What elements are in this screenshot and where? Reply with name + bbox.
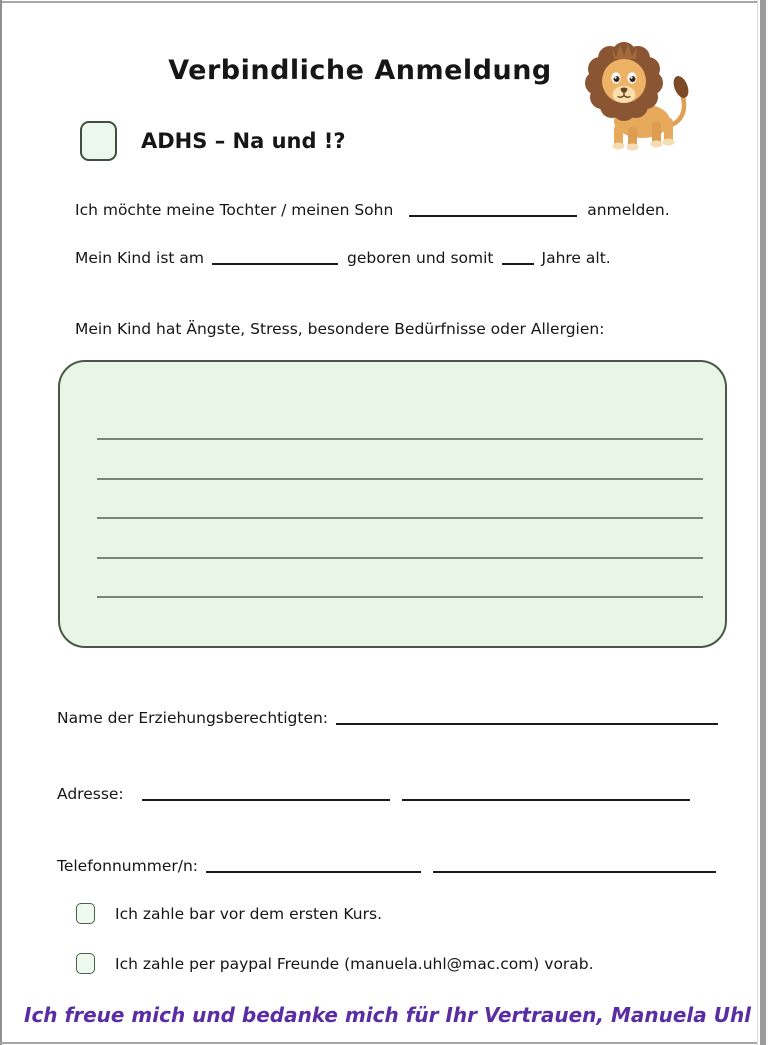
course-row: [80, 121, 346, 161]
closing-note: Ich freue mich und bedanke mich für Ihr Vertrauen, Manuela Uhl: [24, 1003, 752, 1027]
ruled-line: [97, 596, 703, 598]
course-checkbox[interactable]: [80, 121, 117, 161]
child-name-blank[interactable]: [409, 213, 577, 217]
course-label: ADHS – Na und !?: [141, 129, 346, 153]
pay-cash-row: [76, 903, 382, 924]
address-row: [57, 784, 690, 804]
pay-paypal-row: [76, 953, 594, 974]
lion-icon: [582, 31, 702, 151]
birthdate-line: [75, 248, 735, 268]
page-border-top: [0, 1, 758, 3]
birthdate-blank[interactable]: [212, 261, 338, 265]
pay-paypal-label: Ich zahle per paypal Freunde (manuela.uhl@mac.com) vorab.: [115, 954, 594, 973]
child-name-line-pre: Ich möchte meine Tochter / meinen Sohn: [75, 201, 394, 219]
notes-box[interactable]: [58, 360, 727, 648]
child-name-line-post: anmelden.: [587, 201, 670, 219]
birthdate-line-mid: geboren und somit: [347, 249, 494, 267]
guardian-name-row: [57, 708, 718, 728]
age-blank[interactable]: [502, 261, 534, 265]
pay-paypal-checkbox[interactable]: [76, 953, 95, 974]
page-border-left: [0, 0, 2, 1045]
birthdate-line-post: Jahre alt.: [541, 249, 611, 267]
scrollbar-thumb[interactable]: [760, 0, 766, 1045]
ruled-line: [97, 438, 703, 440]
form-title: Verbindliche Anmeldung: [168, 55, 552, 86]
phone-label: Telefonnummer/n:: [57, 857, 198, 875]
birthdate-line-pre: Mein Kind ist am: [75, 249, 205, 267]
address-blank-1[interactable]: [142, 797, 390, 801]
pay-cash-label: Ich zahle bar vor dem ersten Kurs.: [115, 904, 383, 923]
phone-blank-1[interactable]: [206, 869, 421, 873]
guardian-name-blank[interactable]: [336, 721, 718, 725]
pay-cash-checkbox[interactable]: [76, 903, 95, 924]
ruled-line: [97, 517, 703, 519]
guardian-name-label: Name der Erziehungsberechtigten:: [57, 709, 329, 727]
notes-label: Mein Kind hat Ängste, Stress, besondere Bedürfnisse oder Allergien:: [75, 320, 605, 338]
scrollbar-track[interactable]: [757, 0, 768, 1045]
phone-row: [57, 856, 716, 876]
address-blank-2[interactable]: [402, 797, 690, 801]
address-label: Adresse:: [57, 785, 124, 803]
ruled-line: [97, 557, 703, 559]
phone-blank-2[interactable]: [433, 869, 716, 873]
child-name-line: [75, 200, 735, 220]
ruled-line: [97, 478, 703, 480]
page-border-bottom: [0, 1042, 758, 1044]
